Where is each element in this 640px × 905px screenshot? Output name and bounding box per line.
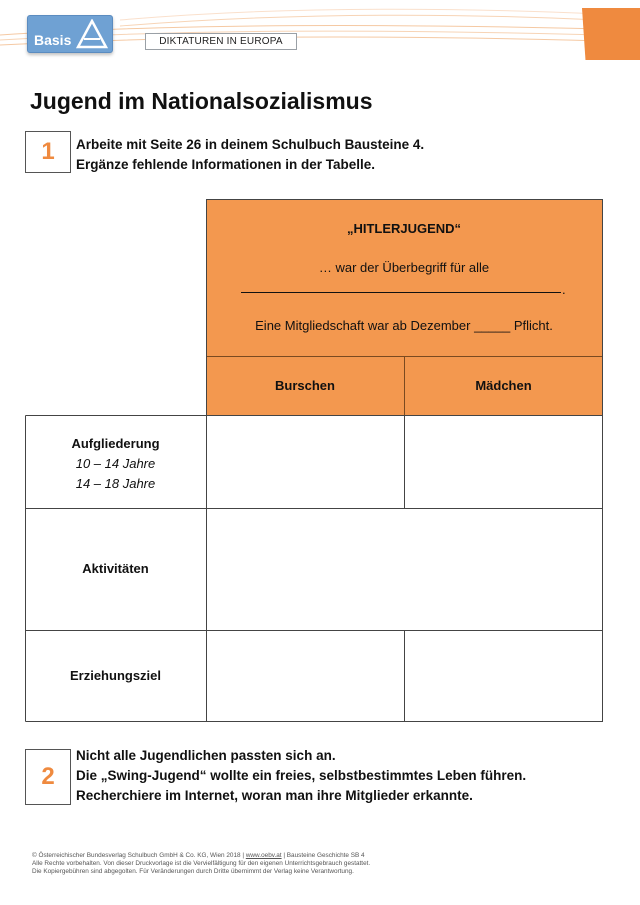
- column-header-boys: Burschen: [275, 378, 335, 393]
- task-2-line: Recherchiere im Internet, woran man ihre Mitglieder erkannte.: [76, 788, 473, 803]
- cell-aufgliederung-boys[interactable]: [207, 416, 404, 508]
- age-group-1: 10 – 14 Jahre: [75, 456, 156, 471]
- age-group-2: 14 – 18 Jahre: [75, 476, 156, 491]
- cell-erziehungsziel-boys[interactable]: [207, 631, 404, 721]
- task-1-line: Ergänze fehlende Informationen in der Tabelle.: [76, 157, 376, 172]
- cell-aktivitaeten[interactable]: [207, 509, 602, 630]
- copyright-footer: [32, 852, 370, 876]
- footer-fees: Die Kopiergebühren sind abgegolten. Für Veränderungen durch Dritte übernimmt der Verlag keine Verantwortung.: [32, 868, 354, 875]
- blank-end-period: .: [562, 282, 566, 297]
- aufgliederung-title: Aufgliederung: [71, 436, 160, 451]
- table-line-3: Eine Mitgliedschaft war ab Dezember _____ Pflicht.: [255, 318, 553, 333]
- table-title: „HITLERJUGEND“: [346, 221, 462, 236]
- table-line-1: … war der Überbegriff für alle: [318, 260, 490, 275]
- row-label-aktivitaeten: Aktivitäten: [82, 561, 149, 576]
- row-label-aufgliederung: [25, 434, 206, 494]
- logo-text: Basis: [34, 32, 72, 48]
- task-2-line: Die „Swing-Jugend“ wollte ein freies, selbstbestimmtes Leben führen.: [76, 768, 527, 783]
- footer-book: | Bausteine Geschichte SB 4: [281, 852, 365, 859]
- column-header-girls: Mädchen: [475, 378, 532, 393]
- task-number-2: 2: [25, 749, 71, 805]
- task-2-line: Nicht alle Jugendlichen passten sich an.: [76, 748, 336, 763]
- page-title: Jugend im Nationalsozialismus: [30, 88, 373, 114]
- cell-aufgliederung-girls[interactable]: [405, 416, 602, 508]
- series-label: DIKTATUREN IN EUROPA: [145, 33, 297, 50]
- task-2-instructions: [76, 746, 526, 806]
- task-1-line: Arbeite mit Seite 26 in deinem Schulbuch Bausteine 4.: [76, 137, 425, 152]
- publisher-link[interactable]: www.oebv.at: [245, 852, 282, 859]
- cell-erziehungsziel-girls[interactable]: [405, 631, 602, 721]
- footer-rights: Alle Rechte vorbehalten. Von dieser Druckvorlage ist die Vervielfältigung für den eigenen Unterrichtsgebrauch gestattet.: [32, 860, 371, 867]
- task-number-1: 1: [25, 131, 71, 173]
- row-label-erziehungsziel: Erziehungsziel: [69, 668, 162, 683]
- footer-publisher: © Österreichischer Bundesverlag Schulbuch GmbH & Co. KG, Wien 2018 |: [32, 852, 246, 859]
